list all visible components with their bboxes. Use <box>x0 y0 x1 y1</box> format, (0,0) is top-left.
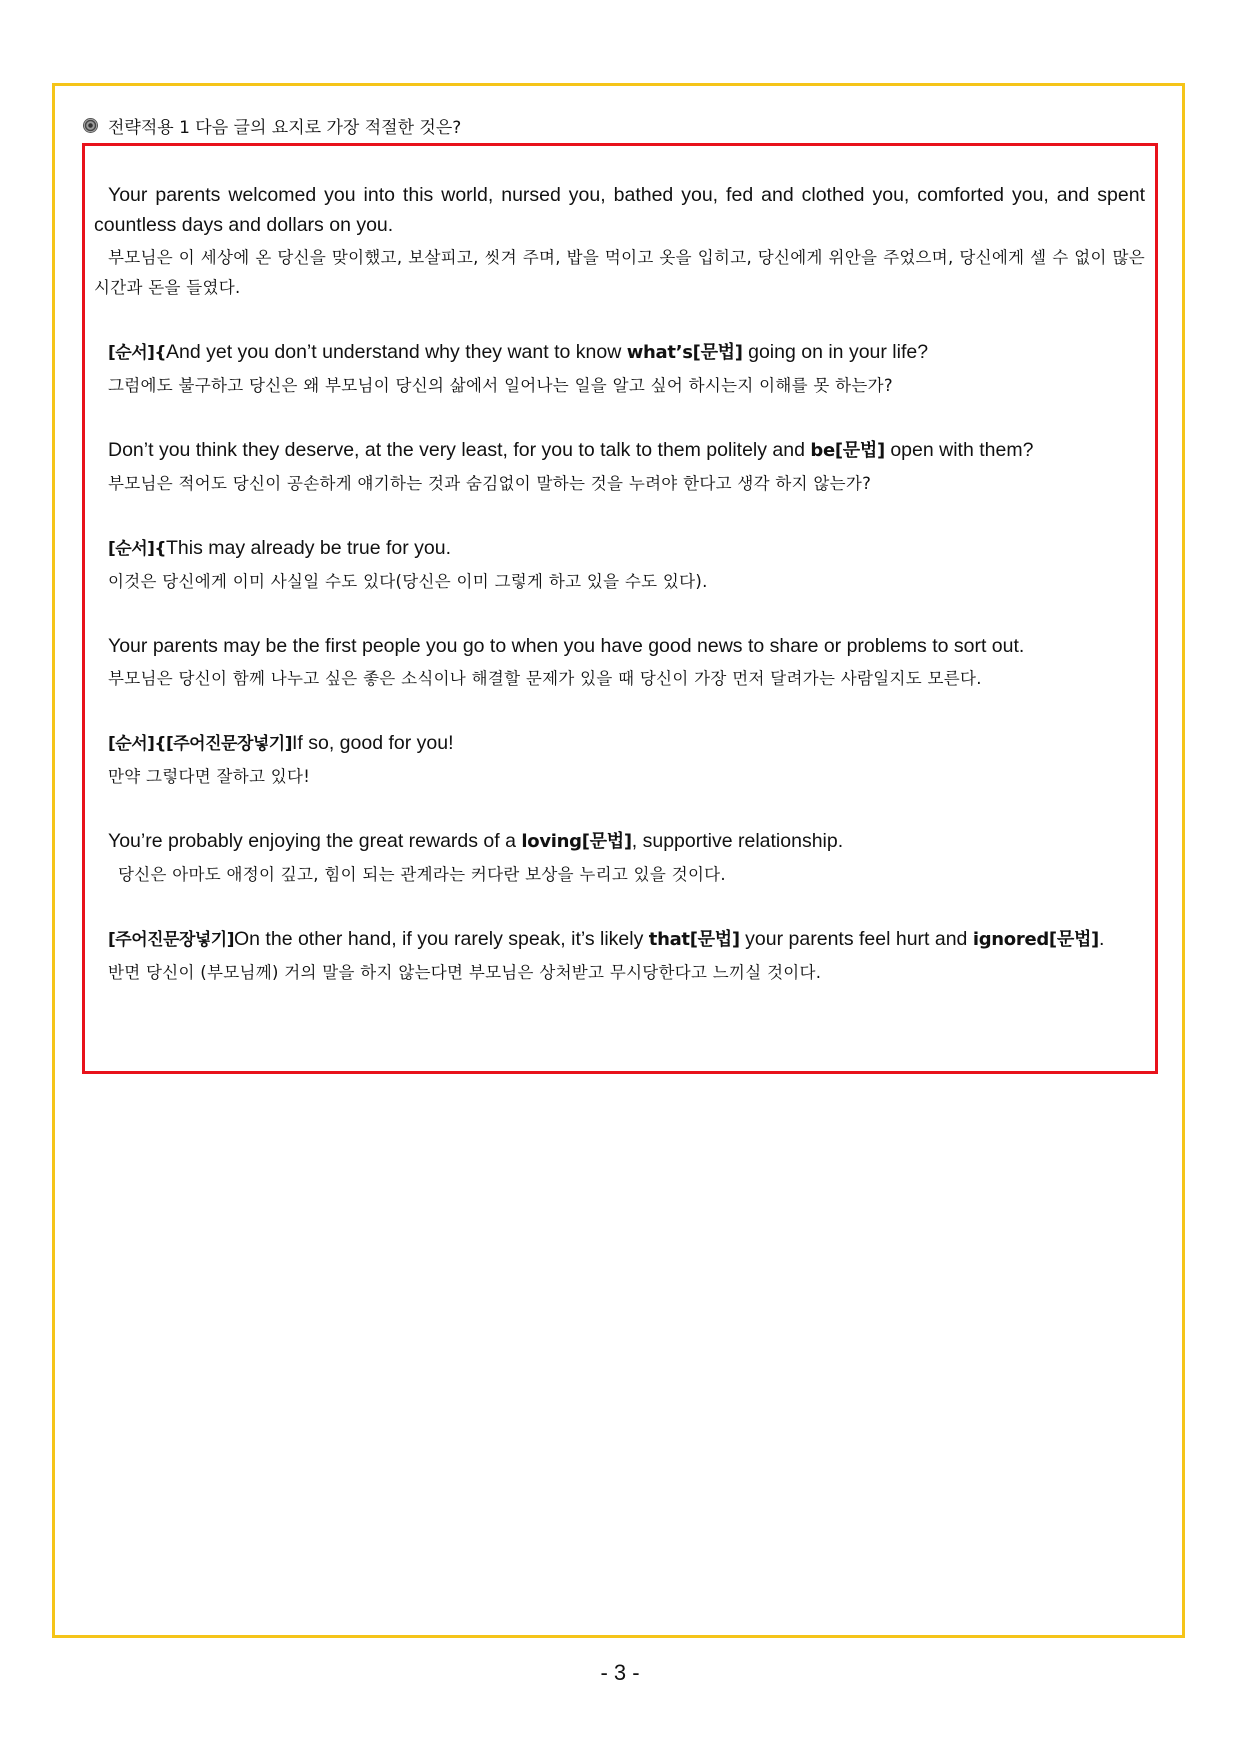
english-sentence: [순서]{And yet you don’t understand why they want to know what’s[문법] going on in your life? <box>108 341 929 363</box>
question-header <box>83 112 461 138</box>
question-title: 전략적용 1 다음 글의 요지로 가장 적절한 것은? <box>108 117 462 138</box>
paragraph-4 <box>94 533 1145 597</box>
order-tag: [순서]{ <box>108 343 166 363</box>
disc-bullet-icon <box>83 118 98 133</box>
paragraph-3 <box>94 435 1145 499</box>
insert-sentence-tag: [순서]{[주어진문장넣기] <box>108 734 292 754</box>
paragraph-6 <box>94 728 1145 792</box>
order-tag: [순서]{ <box>108 539 166 559</box>
page-number: - 3 - <box>600 1660 640 1685</box>
paragraph-2 <box>94 337 1145 401</box>
grammar-tag: ignored[문법] <box>972 929 1099 950</box>
english-sentence: [순서]{[주어진문장넣기]If so, good for you! <box>108 732 454 754</box>
paragraph-8 <box>94 924 1145 988</box>
korean-translation: 이것은 당신에게 이미 사실일 수도 있다(당신은 이미 그렇게 하고 있을 수도 있다). <box>108 572 708 591</box>
grammar-tag: loving[문법] <box>521 831 632 852</box>
korean-translation: 부모님은 당신이 함께 나누고 싶은 좋은 소식이나 해결할 문제가 있을 때 당신이 가장 먼저 달려가는 사람일지도 모른다. <box>108 669 982 688</box>
korean-translation: 만약 그렇다면 잘하고 있다! <box>108 767 311 786</box>
korean-translation: 당신은 아마도 애정이 깊고, 힘이 되는 관계라는 커다란 보상을 누리고 있을 것이다. <box>118 865 726 884</box>
english-sentence: You’re probably enjoying the great rewards of a loving[문법], supportive relationship. <box>108 830 844 852</box>
korean-translation: 반면 당신이 (부모님께) 거의 말을 하지 않는다면 부모님은 상처받고 무시당한다고 느끼실 것이다. <box>108 963 822 982</box>
english-sentence: [순서]{This may already be true for you. <box>108 537 452 559</box>
english-sentence: Your parents may be the first people you go to when you have good news to share or problems to sort out. <box>108 635 1025 657</box>
paragraph-5 <box>94 631 1145 694</box>
english-sentence: [주어진문장넣기]On the other hand, if you rarely speak, it’s likely that[문법] your parents feel hurt and ignored[문법]. <box>108 928 1105 950</box>
grammar-tag: be[문법] <box>810 440 885 461</box>
paragraph-1 <box>94 180 1145 303</box>
paragraph-7 <box>94 826 1145 890</box>
english-sentence: Your parents welcomed you into this world, nursed you, bathed you, fed and clothed you, comforted you, and spent countless days and dollars on you. <box>94 184 1145 236</box>
grammar-tag: that[문법] <box>648 929 740 950</box>
korean-translation: 부모님은 이 세상에 온 당신을 맞이했고, 보살피고, 씻겨 주며, 밥을 먹이고 옷을 입히고, 당신에게 위안을 주었으며, 당신에게 셀 수 없이 많은 시간과 돈을 들였다. <box>94 248 1145 297</box>
korean-translation: 부모님은 적어도 당신이 공손하게 얘기하는 것과 숨김없이 말하는 것을 누려야 한다고 생각 하지 않는가? <box>108 474 872 493</box>
english-sentence: Don’t you think they deserve, at the very least, for you to talk to them politely and be[문법] open with them? <box>108 439 1034 461</box>
grammar-tag: what’s[문법] <box>626 342 743 363</box>
korean-translation: 그럼에도 불구하고 당신은 왜 부모님이 당신의 삶에서 일어나는 일을 알고 싶어 하시는지 이해를 못 하는가? <box>108 376 893 395</box>
insert-sentence-tag: [주어진문장넣기] <box>108 930 234 950</box>
passage-box <box>82 143 1158 1074</box>
